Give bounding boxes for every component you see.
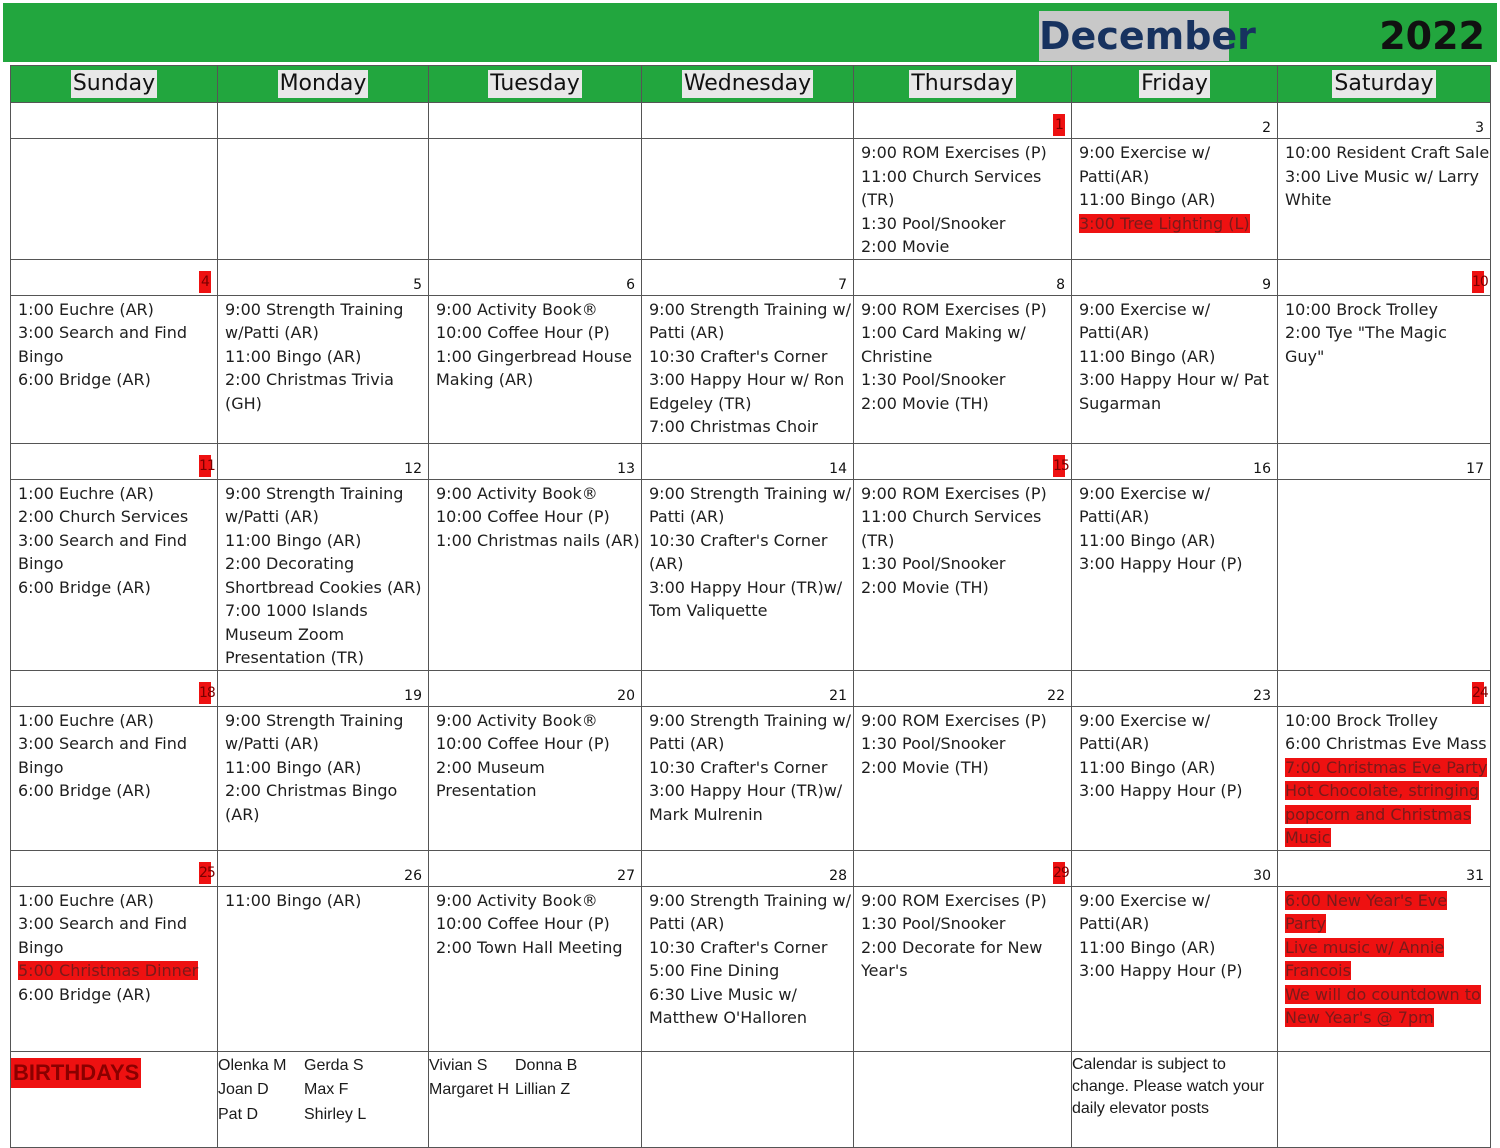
- event-line: 11:00 Bingo (AR): [225, 530, 362, 550]
- weekday-header: [1278, 66, 1491, 103]
- event-line: 2:00 Church Services: [18, 507, 189, 526]
- date-number-highlighted: 15: [1053, 455, 1065, 477]
- event-line: 10:00 Resident Craft Sale: [1285, 143, 1490, 162]
- event-line: 11:00 Church Services (TR): [861, 507, 1042, 550]
- birthday-label-cell: [11, 1051, 218, 1147]
- events-row: [11, 139, 1491, 260]
- event-line: 3:00 Happy Hour w/ Pat Sugarman: [1079, 370, 1269, 413]
- date-cell: [1278, 103, 1491, 139]
- date-number-highlighted: 4: [199, 271, 211, 293]
- day-events-cell: [642, 139, 854, 260]
- empty-cell: [854, 1051, 1072, 1147]
- date-cell: [11, 103, 218, 139]
- day-events-cell: [642, 479, 854, 670]
- event-line: 3:00 Happy Hour (TR)w/ Mark Mulrenin: [649, 781, 843, 824]
- birthday-names-monday: [218, 1051, 429, 1147]
- event-line: 1:00 Euchre (AR): [18, 483, 154, 503]
- birthday-names-tuesday: [429, 1051, 642, 1147]
- event-line: 3:00 Search and Find Bingo: [18, 734, 188, 777]
- day-events-cell: [218, 706, 429, 850]
- event-highlighted: We will do countdown to New Year's @ 7pm: [1285, 984, 1481, 1027]
- day-events-cell: [854, 295, 1072, 443]
- day-events-cell: [854, 706, 1072, 850]
- date-number-row: [11, 850, 1491, 886]
- birthday-name: Donna B: [515, 1056, 578, 1074]
- event-line: 1:30 Pool/Snooker: [861, 734, 1006, 753]
- event-highlighted: 6:00 New Year's Eve Party: [1285, 890, 1448, 933]
- day-events-cell: [854, 139, 1072, 260]
- event-line: 11:00 Bingo (AR): [225, 346, 362, 366]
- weekday-label: Sunday: [72, 71, 156, 96]
- weekday-label: Monday: [279, 71, 367, 96]
- day-events-cell: [429, 479, 642, 670]
- date-cell: [854, 850, 1072, 886]
- event-line: 9:00 Activity Book®: [436, 710, 598, 730]
- event-line: 3:00 Happy Hour (TR)w/ Tom Valiquette: [649, 577, 843, 620]
- day-events-cell: [11, 479, 218, 670]
- date-cell: [642, 259, 854, 295]
- day-events-cell: [218, 139, 429, 260]
- birthday-row: [11, 1051, 1491, 1147]
- event-line: 9:00 ROM Exercises (P): [861, 143, 1047, 162]
- event-line: 9:00 Strength Training w/ Patti (AR): [649, 710, 852, 753]
- event-line: 6:00 Bridge (AR): [18, 781, 151, 800]
- events-row: [11, 706, 1491, 850]
- birthdays-label: BIRTHDAYS: [11, 1058, 141, 1088]
- date-number-row: [11, 443, 1491, 479]
- date-cell: [1072, 259, 1278, 295]
- day-events-cell: [642, 886, 854, 1051]
- event-line: 9:00 Exercise w/ Patti(AR): [1079, 710, 1211, 753]
- event-line: 1:00 Christmas nails (AR): [436, 530, 640, 550]
- weekday-label: Friday: [1141, 71, 1208, 96]
- date-cell: [11, 670, 218, 706]
- event-line: 11:00 Bingo (AR): [225, 757, 362, 777]
- date-number: 28: [829, 867, 847, 884]
- event-line: 10:00 Coffee Hour (P): [436, 323, 610, 342]
- event-highlighted: 5:00 Christmas Dinner: [18, 961, 199, 980]
- event-line: 9:00 Strength Training w/ Patti (AR): [649, 483, 852, 526]
- date-number-highlighted: 18: [199, 682, 211, 704]
- event-line: 10:30 Crafter's Corner: [649, 937, 828, 957]
- weekday-header-row: [11, 66, 1491, 103]
- event-highlighted: 3:00 Tree Lighting (L): [1079, 213, 1250, 233]
- date-number: 3: [1475, 120, 1484, 136]
- date-number-highlighted: 11: [199, 455, 211, 477]
- event-line: 9:00 Exercise w/ Patti(AR): [1079, 299, 1211, 342]
- event-line: 6:00 Bridge (AR): [18, 370, 151, 389]
- date-number: 12: [404, 460, 422, 477]
- date-number-row: [11, 103, 1491, 139]
- weekday-header: [429, 66, 642, 103]
- birthday-name: Lillian Z: [515, 1081, 571, 1098]
- birthday-name: Gerda S: [304, 1056, 364, 1074]
- event-line: 9:00 Strength Training w/Patti (AR): [225, 710, 404, 753]
- event-line: 11:00 Bingo (AR): [225, 890, 362, 910]
- weekday-header: [1072, 66, 1278, 103]
- day-events-cell: [1072, 139, 1278, 260]
- event-line: 10:00 Coffee Hour (P): [436, 734, 610, 753]
- event-line: 9:00 Exercise w/ Patti(AR): [1079, 143, 1211, 186]
- event-line: 1:30 Pool/Snooker: [861, 370, 1006, 389]
- month-title: December: [1039, 11, 1229, 61]
- event-line: 2:00 Movie: [861, 237, 950, 256]
- event-line: 2:00 Movie (TH): [861, 757, 989, 777]
- birthday-name: Olenka M: [218, 1056, 287, 1074]
- date-cell: [854, 443, 1072, 479]
- birthday-name: Pat D: [218, 1105, 259, 1123]
- date-cell: [429, 259, 642, 295]
- event-line: 3:00 Happy Hour (P): [1079, 961, 1243, 980]
- events-row: [11, 295, 1491, 443]
- event-line: 9:00 Strength Training w/Patti (AR): [225, 483, 404, 526]
- date-number: 22: [1047, 687, 1065, 704]
- weekday-label: Saturday: [1334, 71, 1434, 96]
- year-title: 2022: [1379, 14, 1485, 58]
- date-cell: [1278, 850, 1491, 886]
- date-cell: [642, 443, 854, 479]
- birthday-name: Margaret H: [429, 1081, 510, 1098]
- event-line: 9:00 Strength Training w/ Patti (AR): [649, 890, 852, 933]
- event-line: 7:00 Christmas Choir: [649, 417, 818, 436]
- birthday-name: Joan D: [218, 1081, 269, 1098]
- event-line: 2:00 Museum Presentation: [436, 757, 545, 800]
- date-number: 31: [1466, 867, 1484, 884]
- date-number: 20: [617, 687, 635, 704]
- date-number-highlighted: 24: [1472, 682, 1484, 704]
- event-line: 9:00 Activity Book®: [436, 483, 598, 503]
- event-line: 3:00 Live Music w/ Larry White: [1285, 166, 1480, 209]
- weekday-label: Wednesday: [683, 71, 812, 96]
- event-line: 3:00 Happy Hour (P): [1079, 554, 1243, 573]
- event-line: 10:00 Brock Trolley: [1285, 299, 1438, 319]
- date-cell: [429, 850, 642, 886]
- event-line: 2:00 Movie (TH): [861, 577, 989, 597]
- event-line: 9:00 Activity Book®: [436, 299, 598, 319]
- calendar-notice: Calendar is subject to change. Please watch your daily elevator posts: [1072, 1055, 1265, 1117]
- event-line: 3:00 Search and Find Bingo: [18, 914, 188, 957]
- date-cell: [218, 850, 429, 886]
- date-cell: [1072, 670, 1278, 706]
- event-line: 1:30 Pool/Snooker: [861, 554, 1006, 573]
- date-number-highlighted: 29: [1053, 862, 1065, 884]
- event-line: 10:00 Coffee Hour (P): [436, 914, 610, 933]
- event-line: 7:00 1000 Islands Museum Zoom Presentation (TR): [225, 601, 368, 667]
- date-number: 26: [404, 867, 422, 884]
- event-line: 6:00 Bridge (AR): [18, 984, 151, 1004]
- day-events-cell: [429, 139, 642, 260]
- date-number-highlighted: 1: [1053, 114, 1065, 136]
- event-line: 10:00 Coffee Hour (P): [436, 507, 610, 526]
- weekday-label: Thursday: [911, 71, 1014, 96]
- day-events-cell: [11, 886, 218, 1051]
- event-line: 1:30 Pool/Snooker: [861, 213, 1006, 233]
- event-line: 11:00 Bingo (AR): [1079, 190, 1216, 209]
- day-events-cell: [218, 295, 429, 443]
- weekday-header: [11, 66, 218, 103]
- weekday-header: [854, 66, 1072, 103]
- event-line: 10:30 Crafter's Corner: [649, 346, 828, 366]
- date-cell: [429, 443, 642, 479]
- date-number: 9: [1262, 276, 1271, 293]
- date-number: 17: [1466, 460, 1484, 477]
- day-events-cell: [642, 706, 854, 850]
- date-cell: [1072, 850, 1278, 886]
- date-cell: [429, 670, 642, 706]
- event-line: 3:00 Happy Hour (P): [1079, 781, 1243, 800]
- date-number: 23: [1253, 687, 1271, 704]
- weekday-header: [218, 66, 429, 103]
- weekday-label: Tuesday: [490, 71, 580, 96]
- date-number-row: [11, 670, 1491, 706]
- birthday-name: Vivian S: [429, 1056, 488, 1074]
- calendar-grid: [10, 65, 1491, 1148]
- event-line: 9:00 Exercise w/ Patti(AR): [1079, 483, 1211, 526]
- date-cell: [11, 443, 218, 479]
- event-line: 9:00 ROM Exercises (P): [861, 299, 1047, 319]
- event-line: 10:00 Brock Trolley: [1285, 710, 1438, 730]
- date-cell: [429, 103, 642, 139]
- date-number-highlighted: 10: [1472, 271, 1484, 293]
- day-events-cell: [854, 479, 1072, 670]
- day-events-cell: [1278, 295, 1491, 443]
- event-highlighted: 7:00 Christmas Eve Party: [1285, 757, 1488, 777]
- date-number: 27: [617, 867, 635, 884]
- date-cell: [11, 850, 218, 886]
- event-line: 9:00 ROM Exercises (P): [861, 710, 1047, 730]
- event-line: 10:30 Crafter's Corner: [649, 757, 828, 777]
- event-line: 3:00 Happy Hour w/ Ron Edgeley (TR): [649, 370, 845, 413]
- date-number: 7: [838, 276, 847, 293]
- birthday-name: Shirley L: [304, 1105, 367, 1123]
- date-cell: [854, 103, 1072, 139]
- day-events-cell: [429, 295, 642, 443]
- date-number: 21: [829, 687, 847, 704]
- date-number: 19: [404, 687, 422, 704]
- day-events-cell: [11, 706, 218, 850]
- event-line: 1:00 Gingerbread House Making (AR): [436, 346, 632, 389]
- date-number: 5: [413, 276, 422, 293]
- event-line: 2:00 Decorate for New Year's: [861, 937, 1043, 980]
- date-cell: [854, 670, 1072, 706]
- event-line: 6:30 Live Music w/ Matthew O'Halloren: [649, 984, 808, 1027]
- day-events-cell: [429, 706, 642, 850]
- event-line: 11:00 Bingo (AR): [1079, 346, 1216, 366]
- day-events-cell: [1278, 479, 1491, 670]
- event-line: 6:00 Christmas Eve Mass: [1285, 734, 1487, 753]
- day-events-cell: [218, 479, 429, 670]
- event-line: 2:00 Movie (TH): [861, 393, 989, 413]
- event-line: 1:00 Card Making w/ Christine: [861, 323, 1026, 366]
- date-cell: [642, 103, 854, 139]
- date-cell: [1278, 259, 1491, 295]
- empty-cell: [1278, 1051, 1491, 1147]
- empty-cell: [642, 1051, 854, 1147]
- date-number: 8: [1056, 276, 1065, 293]
- date-cell: [854, 259, 1072, 295]
- weekday-header: [642, 66, 854, 103]
- date-cell: [1278, 443, 1491, 479]
- event-line: 2:00 Christmas Bingo (AR): [225, 781, 398, 824]
- event-line: 11:00 Church Services (TR): [861, 166, 1042, 209]
- header-banner: [3, 3, 1497, 62]
- birthday-name: Max F: [304, 1081, 349, 1098]
- day-events-cell: [642, 295, 854, 443]
- event-line: 11:00 Bingo (AR): [1079, 757, 1216, 777]
- notice-cell: [1072, 1051, 1278, 1147]
- events-row: [11, 479, 1491, 670]
- event-line: 2:00 Town Hall Meeting: [436, 937, 623, 957]
- event-line: 3:00 Search and Find Bingo: [18, 530, 188, 573]
- event-line: 1:00 Euchre (AR): [18, 710, 154, 730]
- day-events-cell: [1072, 295, 1278, 443]
- date-number-highlighted: 25: [199, 862, 211, 884]
- event-line: 9:00 Strength Training w/Patti (AR): [225, 299, 404, 342]
- date-number: 14: [829, 460, 847, 477]
- events-row: [11, 886, 1491, 1051]
- day-events-cell: [1072, 479, 1278, 670]
- day-events-cell: [1072, 886, 1278, 1051]
- event-line: 9:00 ROM Exercises (P): [861, 890, 1047, 910]
- day-events-cell: [1278, 706, 1491, 850]
- date-number: 16: [1253, 460, 1271, 477]
- day-events-cell: [854, 886, 1072, 1051]
- event-line: 9:00 Strength Training w/ Patti (AR): [649, 299, 852, 342]
- event-line: 2:00 Tye "The Magic Guy": [1285, 323, 1447, 366]
- date-cell: [218, 103, 429, 139]
- event-line: 10:30 Crafter's Corner (AR): [649, 530, 828, 573]
- event-line: 9:00 Activity Book®: [436, 890, 598, 910]
- calendar-body: [11, 103, 1491, 1148]
- date-cell: [218, 443, 429, 479]
- date-cell: [642, 670, 854, 706]
- day-events-cell: [1278, 139, 1491, 260]
- date-number: 13: [617, 460, 635, 477]
- event-line: 9:00 Exercise w/ Patti(AR): [1079, 890, 1211, 933]
- event-highlighted: Hot Chocolate, stringing popcorn and Christmas Music: [1285, 781, 1480, 847]
- event-line: 2:00 Christmas Trivia (GH): [225, 370, 394, 413]
- date-cell: [1072, 443, 1278, 479]
- date-number: 2: [1262, 120, 1271, 136]
- date-cell: [11, 259, 218, 295]
- day-events-cell: [1278, 886, 1491, 1051]
- event-line: 5:00 Fine Dining: [649, 961, 780, 980]
- date-cell: [218, 259, 429, 295]
- date-number-row: [11, 259, 1491, 295]
- date-number: 6: [626, 276, 635, 293]
- day-events-cell: [1072, 706, 1278, 850]
- event-line: 6:00 Bridge (AR): [18, 577, 151, 597]
- date-cell: [1072, 103, 1278, 139]
- event-highlighted: Live music w/ Annie Francois: [1285, 937, 1445, 980]
- event-line: 1:30 Pool/Snooker: [861, 914, 1006, 933]
- day-events-cell: [429, 886, 642, 1051]
- event-line: 3:00 Search and Find Bingo: [18, 323, 188, 366]
- date-cell: [218, 670, 429, 706]
- date-number: 30: [1253, 867, 1271, 884]
- date-cell: [642, 850, 854, 886]
- event-line: 1:00 Euchre (AR): [18, 890, 154, 910]
- event-line: 9:00 ROM Exercises (P): [861, 483, 1047, 503]
- event-line: 1:00 Euchre (AR): [18, 299, 154, 319]
- event-line: 11:00 Bingo (AR): [1079, 937, 1216, 957]
- event-line: 11:00 Bingo (AR): [1079, 530, 1216, 550]
- day-events-cell: [11, 295, 218, 443]
- date-cell: [1278, 670, 1491, 706]
- day-events-cell: [218, 886, 429, 1051]
- event-line: 2:00 Decorating Shortbread Cookies (AR): [225, 554, 422, 597]
- day-events-cell: [11, 139, 218, 260]
